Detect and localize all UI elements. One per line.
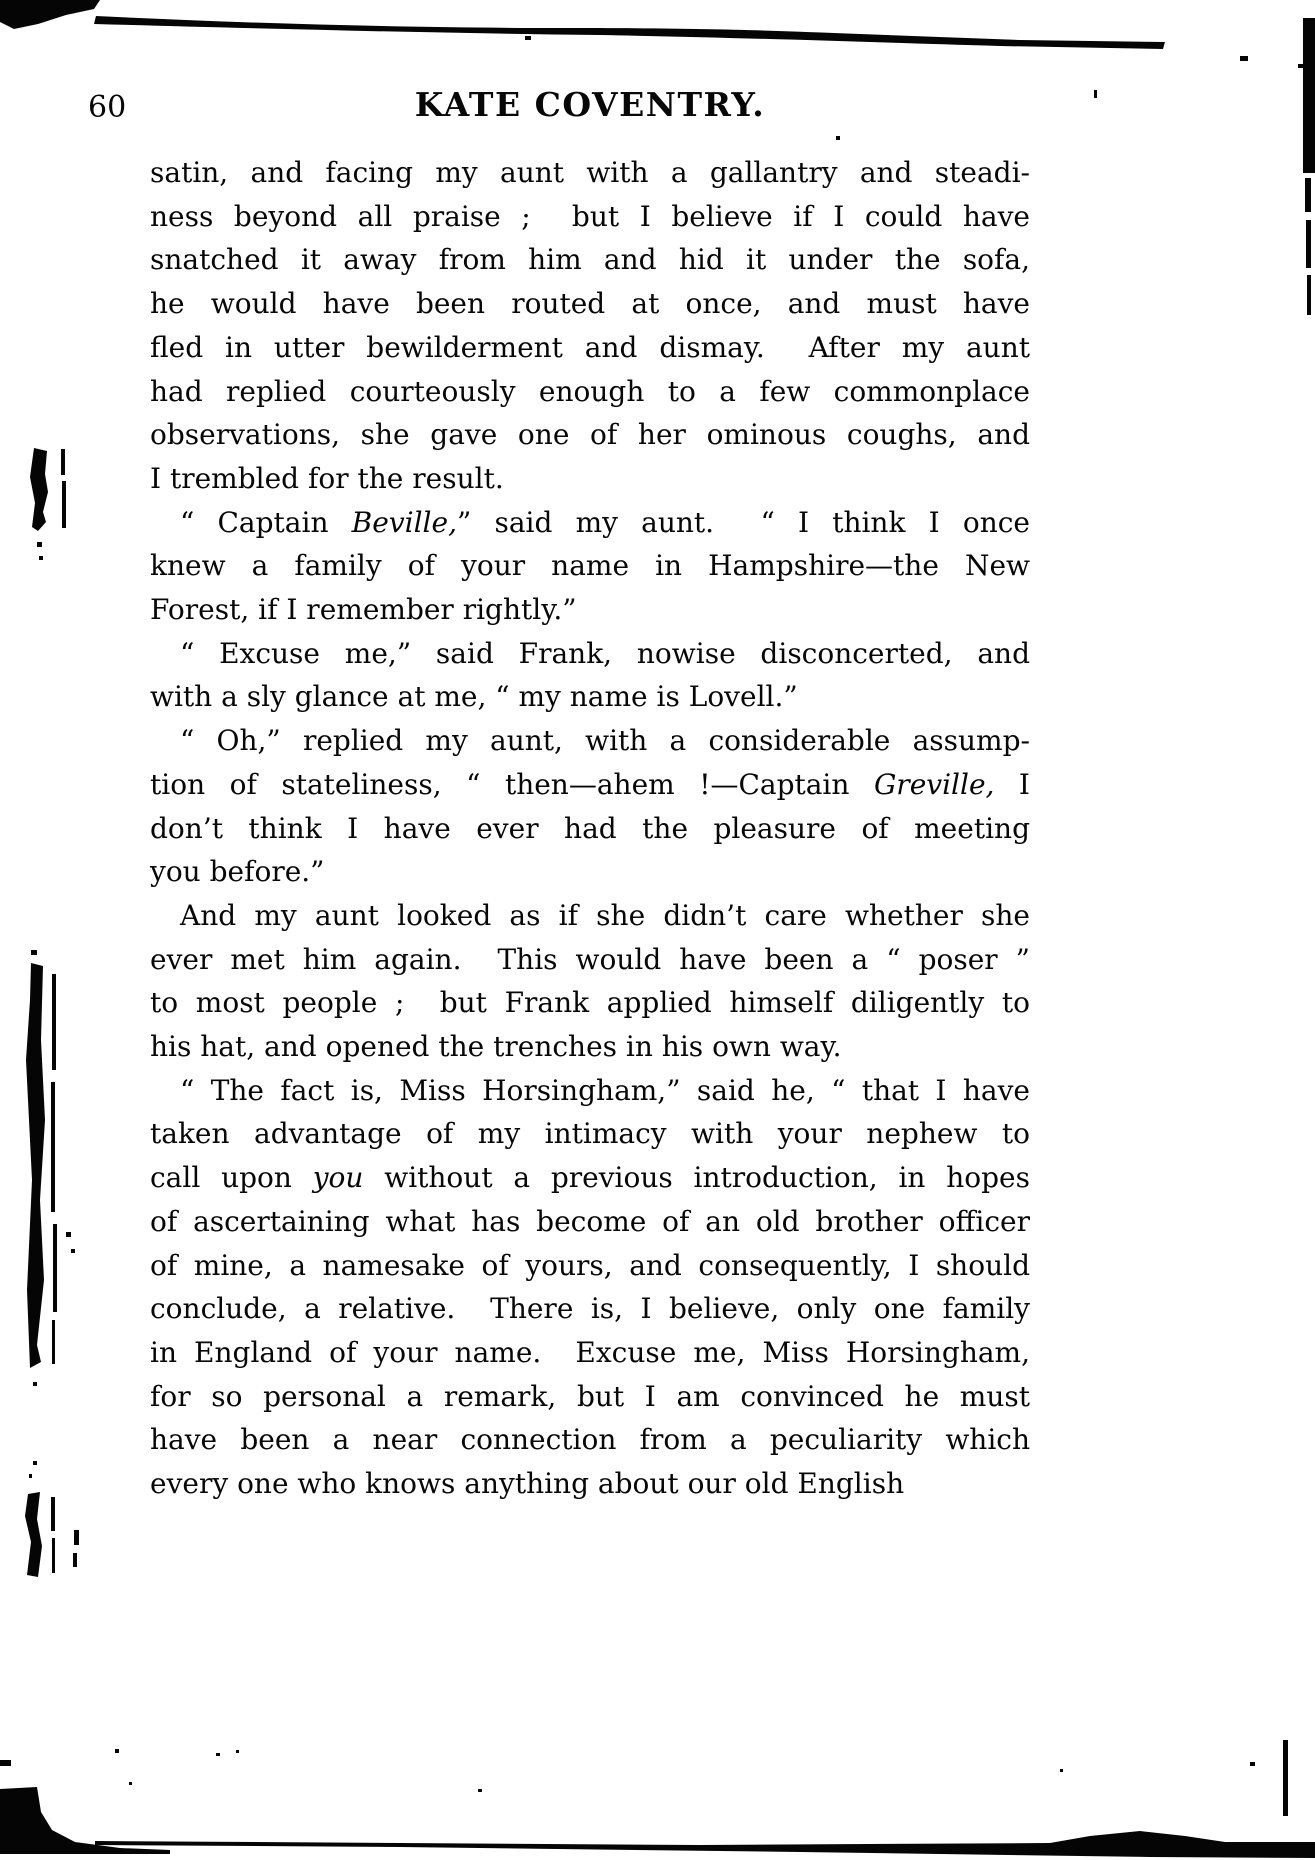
text-segment: of mine, a namesake of yours, and consequently, I should <box>150 1248 1030 1282</box>
right-edge-bar-tail <box>1306 220 1311 268</box>
text-line <box>150 807 1030 851</box>
text-segment: ” said my aunt. “ I think I once <box>456 505 1031 539</box>
top-edge-smudge <box>94 16 1165 49</box>
text-segment: conclude, a relative. There is, I believe, only one family <box>150 1292 1030 1326</box>
top-left-ink-blob <box>0 0 100 29</box>
bottom-edge-bar <box>95 1831 1315 1858</box>
speck <box>71 1249 75 1253</box>
text-line <box>150 850 1030 894</box>
text-line <box>150 763 1030 807</box>
text-segment: satin, and facing my aunt with a gallantry and steadi- <box>150 156 1030 189</box>
italic-word: you <box>312 1161 364 1195</box>
text-segment: fled in utter bewilderment and dismay. After my aunt <box>150 330 1030 364</box>
left-margin-ink-mark-1 <box>30 448 48 531</box>
left-margin-line-3 <box>52 1538 55 1573</box>
speck <box>216 1753 220 1756</box>
text-line <box>150 326 1030 370</box>
speck <box>236 1750 239 1753</box>
italic-word: Greville, <box>873 767 995 801</box>
text-line <box>150 1025 1030 1069</box>
text-line <box>150 1462 1030 1506</box>
text-segment: of ascertaining what has become of an old brother officer <box>150 1204 1030 1238</box>
text-line <box>150 501 1030 545</box>
speck <box>1060 1769 1063 1772</box>
speck <box>66 1232 71 1237</box>
text-line <box>150 1112 1030 1156</box>
speck <box>39 556 43 560</box>
text-line <box>150 282 1030 326</box>
text-line <box>150 370 1030 414</box>
speck <box>1250 1762 1255 1766</box>
text-line <box>150 938 1030 982</box>
text-segment: “ Captain <box>180 505 352 539</box>
text-segment: tion of stateliness, “ then—ahem !—Captain <box>150 767 874 801</box>
left-margin-tick <box>73 1553 77 1567</box>
top-edge-speck <box>1240 56 1248 61</box>
text-segment: ever met him again. This would have been a “ poser ” <box>150 942 1030 976</box>
text-segment: every one who knows anything about our old English <box>150 1467 905 1501</box>
text-line <box>150 894 1030 938</box>
text-line <box>150 1287 1030 1331</box>
text-segment: And my aunt looked as if she didn’t care whether she <box>180 898 1030 932</box>
left-margin-line-2 <box>52 1320 55 1364</box>
right-edge-bar <box>1303 18 1315 173</box>
page-number: 60 <box>88 90 127 125</box>
text-segment: for so personal a remark, but I am convinced he must <box>150 1379 1030 1413</box>
speck <box>1094 90 1097 98</box>
text-segment: to most people ; but Frank applied himself diligently to <box>150 986 1030 1020</box>
text-segment: taken advantage of my intimacy with your nephew to <box>150 1117 1030 1151</box>
text-line <box>150 675 1030 719</box>
right-edge-bar-tail <box>1305 178 1311 212</box>
text-segment: have been a near connection from a peculiarity which <box>150 1423 1030 1457</box>
bottom-right-line <box>1283 1740 1288 1816</box>
text-line <box>150 1200 1030 1244</box>
text-line <box>150 457 1030 501</box>
text-line <box>150 238 1030 282</box>
left-margin-line-2 <box>53 1224 57 1312</box>
text-line <box>150 1418 1030 1462</box>
text-line <box>150 1069 1030 1113</box>
text-segment: his hat, and opened the trenches in his own way. <box>150 1030 842 1064</box>
text-segment: knew a family of your name in Hampshire—the New <box>150 549 1030 583</box>
left-margin-line-3 <box>51 1497 55 1531</box>
speck <box>115 1749 119 1753</box>
text-line <box>150 1331 1030 1375</box>
text-line <box>150 981 1030 1025</box>
text-line <box>150 1244 1030 1288</box>
speck <box>836 136 840 140</box>
text-segment: I trembled for the result. <box>150 461 504 495</box>
text-segment: had replied courteously enough to a few commonplace <box>150 374 1030 408</box>
text-line <box>150 719 1030 763</box>
speck <box>478 1789 482 1792</box>
right-edge-bar-tail <box>1307 275 1311 315</box>
text-segment: he would have been routed at once, and must have <box>150 287 1030 321</box>
text-line <box>150 544 1030 588</box>
speck <box>33 1382 37 1386</box>
text-line <box>150 1375 1030 1419</box>
text-segment: don’t think I have ever had the pleasure of meeting <box>150 811 1030 845</box>
speck <box>129 1782 132 1785</box>
text-segment: snatched it away from him and hid it under the sofa, <box>150 243 1030 277</box>
left-margin-tick <box>74 1530 79 1545</box>
text-segment: “ Oh,” replied my aunt, with a considerable assump- <box>180 724 1030 758</box>
top-edge-speck <box>1298 64 1303 68</box>
body-text <box>150 151 1030 1506</box>
left-margin-ink-mark-3 <box>25 1492 42 1577</box>
top-edge-speck <box>525 36 531 40</box>
left-edge-dash <box>0 1760 11 1766</box>
text-line <box>150 632 1030 676</box>
text-segment: in England of your name. Excuse me, Miss Horsingham, <box>150 1335 1030 1369</box>
speck <box>31 950 37 955</box>
text-segment: ness beyond all praise ; but I believe if I could have <box>150 199 1030 233</box>
speck <box>37 542 42 547</box>
text-line <box>150 195 1030 239</box>
bottom-left-ink-blob <box>0 1787 170 1854</box>
italic-word: Beville, <box>351 505 457 539</box>
text-segment: without a previous introduction, in hopes <box>363 1161 1030 1195</box>
text-line <box>150 413 1030 457</box>
left-margin-line-1 <box>61 449 65 475</box>
text-segment: call upon <box>150 1161 313 1195</box>
text-segment: observations, she gave one of her ominous coughs, and <box>150 418 1030 452</box>
left-margin-ink-mark-2 <box>26 963 45 1368</box>
text-line <box>150 1156 1030 1200</box>
speck <box>33 1461 37 1465</box>
speck <box>29 1474 32 1478</box>
text-segment: I <box>994 767 1030 801</box>
text-line <box>150 588 1030 632</box>
text-segment: Forest, if I remember rightly.” <box>150 593 577 627</box>
text-segment: “ Excuse me,” said Frank, nowise disconcerted, and <box>180 636 1030 670</box>
text-line <box>150 151 1030 195</box>
left-margin-line-2 <box>51 1082 55 1212</box>
left-margin-line-2 <box>52 974 56 1070</box>
text-segment: you before.” <box>150 855 325 889</box>
text-segment: with a sly glance at me, “ my name is Lovell.” <box>150 680 798 714</box>
text-segment: “ The fact is, Miss Horsingham,” said he, “ that I have <box>180 1073 1030 1107</box>
running-title: KATE COVENTRY. <box>414 85 766 124</box>
left-margin-line-1 <box>62 481 66 528</box>
